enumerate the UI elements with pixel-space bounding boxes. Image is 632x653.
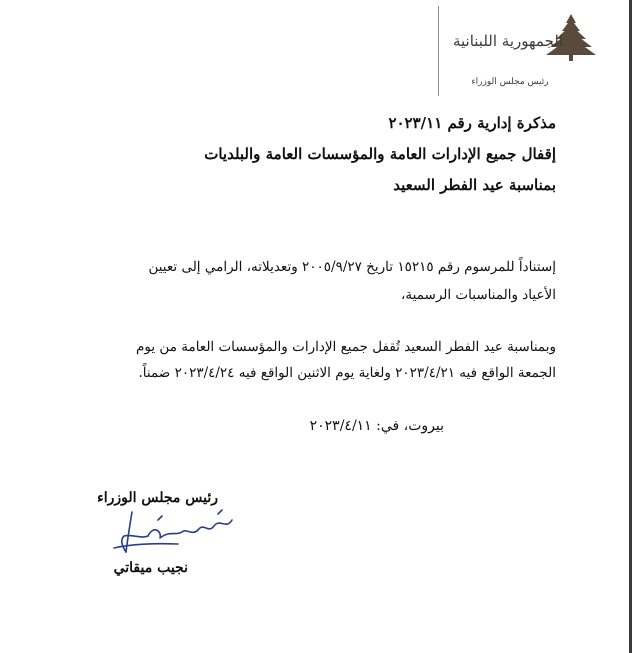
body-paragraph-1-line-2: الأعياد والمناسبات الرسمية، xyxy=(401,287,556,303)
body-paragraph-1-line-1: إستناداً للمرسوم رقم ١٥٢١٥ تاريخ ٢٠٠٥/٩/٢٧ وتعديلاته، الرامي إلى تعيين xyxy=(148,259,556,275)
body-paragraph-2-line-2: الجمعة الواقع فيه ٢٠٢٣/٤/٢١ ولغاية يوم الاثنين الواقع فيه ٢٠٢٣/٤/٢٤ ضمناً. xyxy=(138,365,556,381)
date-line: بيروت، في: ٢٠٢٣/٤/١١ xyxy=(309,418,444,434)
memo-title: إقفال جميع الإدارات العامة والمؤسسات العامة والبلديات xyxy=(204,145,556,163)
signatory-role: رئيس مجلس الوزراء xyxy=(97,490,218,506)
letterhead-logo xyxy=(438,6,600,98)
letterhead-republic-text: الجمهورية اللبنانية xyxy=(452,32,564,50)
body-paragraph-2-line-1: وبمناسبة عيد الفطر السعيد تُقفل جميع الإدارات والمؤسسات العامة من يوم xyxy=(136,339,556,355)
signature-block xyxy=(86,486,246,586)
letterhead-office-text: رئيس مجلس الوزراء xyxy=(471,77,549,87)
letterhead xyxy=(438,6,600,98)
signatory-name: نجيب ميقاتي xyxy=(113,560,188,576)
memo-subtitle: بمناسبة عيد الفطر السعيد xyxy=(393,176,556,194)
handwritten-signature xyxy=(112,506,242,558)
memo-number: مذكرة إدارية رقم ٢٠٢٣/١١ xyxy=(388,114,556,132)
